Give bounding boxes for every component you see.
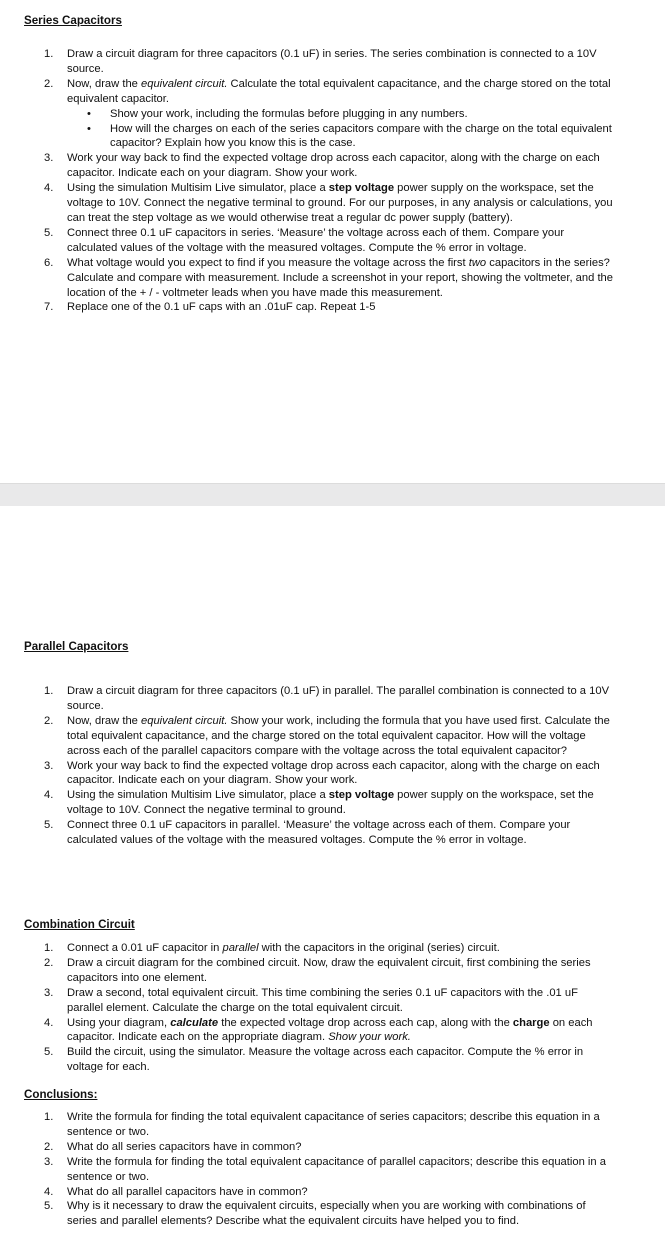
list-item-number: 4. [44, 1185, 54, 1198]
list-item-number: 5. [44, 819, 54, 832]
list-item-text [67, 819, 570, 846]
list-item [24, 818, 615, 848]
list-item [24, 226, 615, 256]
text-run: What do all series capacitors have in common? [67, 1140, 302, 1153]
text-run: What voltage would you expect to find if you measure the voltage across the first [67, 256, 469, 269]
list-item-number: 1. [44, 942, 54, 954]
list-item-text [67, 789, 594, 816]
text-run: What do all parallel capacitors have in common? [67, 1185, 308, 1198]
document-page-1 [0, 0, 665, 483]
list-item [24, 1185, 615, 1200]
text-run: Draw a circuit diagram for three capacitors (0.1 uF) in series. The series combination is connected to a 10V source. [67, 48, 597, 75]
text-run: Build the circuit, using the simulator. Measure the voltage across each capacitor. Compute the % error in voltage for each. [67, 1046, 584, 1074]
list-item-text [67, 1046, 583, 1073]
list-item-text [67, 48, 597, 75]
list-item-number: 3. [44, 986, 54, 999]
text-run: Draw a circuit diagram for the combined circuit. Now, draw the equivalent circuit, first combining the series capacitors into one element. [67, 956, 591, 984]
bold-text: charge [512, 1016, 550, 1029]
text-run: Work your way back to find the expected voltage drop across each capacitor, along with the charge on each capacitor. Indicate each on your diagram. Show your work. [67, 152, 600, 180]
list-item-number: 4. [44, 182, 54, 195]
list-item-number: 7. [44, 301, 54, 314]
text-run: with the capacitors in the original (series) circuit. [258, 942, 500, 954]
list-item-text [67, 942, 500, 954]
list-item [24, 300, 615, 315]
bullet-text: Show your work, including the formulas before plugging in any numbers. [110, 107, 468, 120]
parallel-steps-list [24, 684, 624, 848]
list-item-number: 3. [44, 152, 54, 165]
list-item-number: 5. [44, 226, 54, 239]
list-item [24, 684, 615, 714]
text-run: capacitors in the series? Calculate and compare with measurement. Include a screenshot in your report, showing the voltmeter, and the location of the + / - voltmeter leads when you have made this measurement. [67, 256, 613, 299]
list-item-number: 5. [44, 1046, 54, 1059]
list-item-text [67, 685, 609, 712]
bullet-item [67, 107, 615, 122]
list-item-number: 2. [44, 1140, 54, 1153]
list-item-number: 4. [44, 789, 54, 802]
list-item-text [67, 227, 564, 254]
sub-bullet-list [67, 107, 615, 152]
list-item [24, 77, 615, 152]
list-item [24, 986, 615, 1016]
list-item-text [67, 182, 613, 224]
list-item-number: 3. [44, 759, 54, 772]
text-run: Show your work, including the formula that you have used first. Calculate the total equivalent capacitance, and the charge stored on the total equivalent capacitor. How will the voltage across each of the parallel capacitors compare with the voltage across the total equivalent capacitor? [67, 714, 610, 757]
list-item [24, 941, 615, 956]
text-run: Using the simulation Multisim Live simulator, place a [67, 789, 329, 802]
document-page-2 [0, 506, 665, 1252]
bullet-icon: • [87, 107, 91, 120]
list-item-number: 2. [44, 956, 54, 969]
text-run: Connect three 0.1 uF capacitors in parallel. ‘Measure’ the voltage across each of them. Compare your calculated values of the voltage with the measured voltages. Compute the % error in voltage. [67, 819, 571, 847]
text-run: Work your way back to find the expected voltage drop across each capacitor, along with the charge on each capacitor. Indicate each on your diagram. Show your work. [67, 759, 600, 787]
list-item-text [67, 257, 613, 299]
page-separator [0, 483, 665, 507]
list-item-number: 1. [44, 48, 54, 60]
list-item [24, 151, 615, 181]
list-item-number: 4. [44, 1016, 54, 1029]
italic-text: equivalent circuit. [141, 714, 228, 727]
italic-text: Show your work. [328, 1031, 411, 1044]
text-run: Calculate the total equivalent capacitance, and the charge stored on the total equivalent capacitor. [67, 77, 611, 105]
list-item [24, 181, 615, 226]
combination-circuit-section [24, 918, 624, 1075]
section-heading: Parallel Capacitors [24, 640, 129, 653]
list-item-number: 2. [44, 77, 54, 90]
list-item [24, 759, 615, 789]
section-heading: Series Capacitors [24, 14, 122, 27]
list-item-number: 1. [44, 685, 54, 697]
text-run: power supply on the workspace, set the voltage to 10V. Connect the negative terminal to ground. For our purposes, in any analysis or calculations, you can treat the step voltage as we would otherwise treat a regular dc power supply (battery). [67, 182, 613, 224]
list-item-text [67, 987, 578, 1014]
text-run: Connect three 0.1 uF capacitors in series. ‘Measure’ the voltage across each of them. Compare your calculated values of the voltage with the measured voltages. Compute the % error in voltage. [67, 226, 565, 254]
list-item-text [67, 1156, 606, 1183]
bullet-item [67, 122, 615, 152]
conclusions-section [24, 1088, 624, 1229]
list-item-text [67, 715, 610, 757]
list-item [24, 256, 615, 301]
italic-text: equivalent circuit. [141, 77, 228, 90]
list-item-text [67, 152, 600, 179]
list-item-number: 6. [44, 256, 54, 269]
text-run: Draw a circuit diagram for three capacitors (0.1 uF) in parallel. The parallel combination is connected to a 10V source. [67, 685, 610, 712]
text-run: power supply on the workspace, set the voltage to 10V. Connect the negative terminal to ground. [67, 789, 594, 817]
list-item [24, 1199, 615, 1229]
list-item-number: 3. [44, 1155, 54, 1168]
bullet-icon: • [87, 122, 91, 135]
conclusions-list [24, 1110, 624, 1229]
list-item-text [67, 301, 375, 313]
list-item-text [67, 1111, 600, 1138]
italic-text: parallel [222, 942, 259, 954]
list-item [24, 1110, 615, 1140]
list-item [24, 47, 615, 77]
list-item-text [67, 760, 600, 787]
text-run: Now, draw the [67, 714, 141, 727]
text-run: Why is it necessary to draw the equivalent circuits, especially when you are working with combinations of series and parallel elements? Describe what the equivalent circuits have helped you to find. [67, 1200, 586, 1228]
list-item-text [67, 1017, 593, 1044]
text-run: Connect a 0.01 uF capacitor in [67, 942, 223, 954]
text-run: the expected voltage drop across each cap, along with the [218, 1016, 513, 1029]
italic-text: two [468, 256, 487, 269]
list-item-number: 5. [44, 1200, 54, 1213]
list-item-text [67, 1200, 586, 1227]
text-run: Write the formula for finding the total equivalent capacitance of parallel capacitors; describe this equation in a sentence or two. [67, 1155, 606, 1183]
section-heading: Combination Circuit [24, 918, 135, 931]
bold-text: step voltage [328, 789, 395, 802]
text-run: on each capacitor. Indicate each on the appropriate diagram. [67, 1016, 593, 1044]
list-item-text [67, 1186, 308, 1198]
list-item [24, 1016, 615, 1046]
bullet-text: How will the charges on each of the series capacitors compare with the charge on the total equivalent capacitor? Explain how you know this is the case. [110, 122, 612, 150]
text-run: Write the formula for finding the total equivalent capacitance of series capacitors; describe this equation in a sentence or two. [67, 1111, 600, 1138]
list-item [24, 1140, 615, 1155]
text-run: Using your diagram, [67, 1016, 171, 1029]
list-item-number: 1. [44, 1111, 54, 1123]
list-item [24, 956, 615, 986]
list-item [24, 788, 615, 818]
list-item-number: 2. [44, 714, 54, 727]
list-item-text [67, 1141, 301, 1153]
combination-steps-list [24, 941, 624, 1075]
section-heading: Conclusions: [24, 1088, 98, 1101]
parallel-capacitors-section [24, 640, 624, 848]
list-item-text [67, 957, 591, 984]
text-run: Using the simulation Multisim Live simulator, place a [67, 182, 329, 195]
text-run: Now, draw the [67, 77, 141, 90]
series-steps-list [24, 47, 624, 315]
list-item [24, 1155, 615, 1185]
list-item [24, 714, 615, 759]
series-capacitors-section [24, 14, 624, 315]
text-run: Draw a second, total equivalent circuit. This time combining the series 0.1 uF capacitors with the .01 uF parallel element. Calculate the charge on the total equivalent circuit. [67, 986, 578, 1014]
text-run: Replace one of the 0.1 uF caps with an .01uF cap. Repeat 1-5 [67, 301, 376, 314]
bold-text: step voltage [328, 182, 395, 195]
bold-text: calculate [170, 1016, 219, 1029]
list-item [24, 1045, 615, 1075]
list-item-text [67, 78, 611, 105]
